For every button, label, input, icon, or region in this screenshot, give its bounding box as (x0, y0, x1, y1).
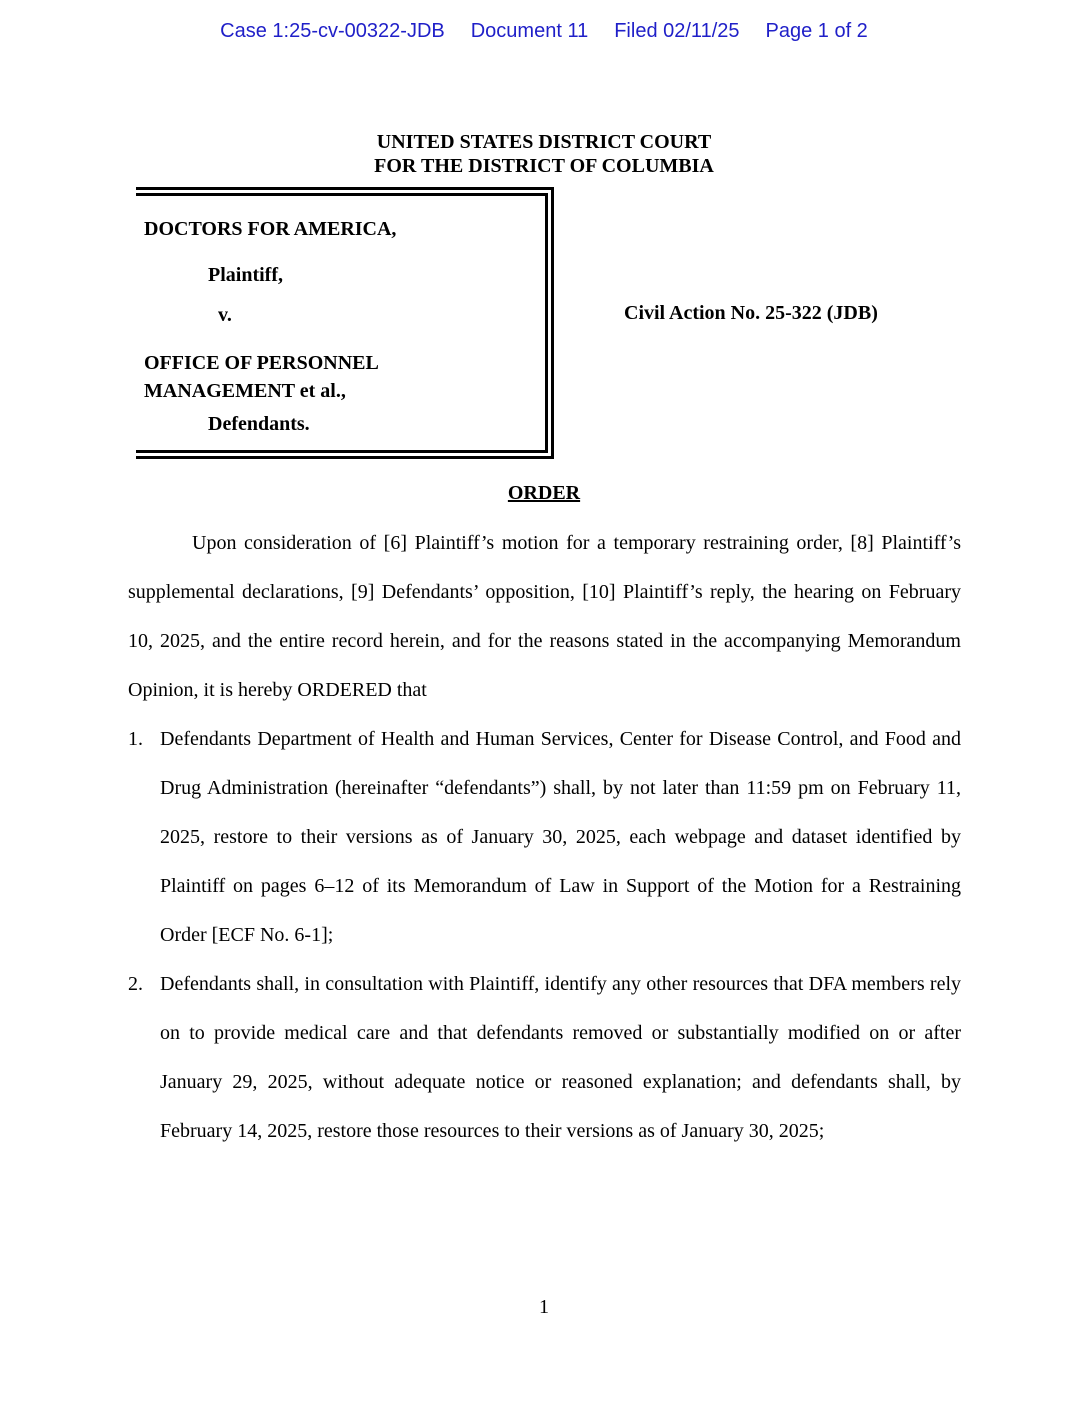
defendant-label: Defendants. (208, 413, 310, 435)
caption-border-bottom-inner (136, 450, 546, 453)
caption-border-right-outer (551, 187, 554, 459)
document-number: Document 11 (470, 20, 589, 42)
caption-border-top-inner (136, 193, 546, 196)
court-title (0, 130, 1088, 178)
caption-border-top-outer (136, 187, 554, 190)
case-number: Case 1:25-cv-00322-JDB (220, 20, 445, 42)
order-item (128, 960, 961, 1156)
order-item-number: 2. (128, 973, 143, 995)
caption-border-bottom-outer (136, 456, 554, 459)
versus: v. (218, 304, 232, 326)
order-intro-paragraph: Upon consideration of [6] Plaintiff’s motion for a temporary restraining order, [8] Plaintiff’s supplemental declarations, [9] Defendants’ opposition, [10] Plaintiff’s reply, the hearing on February 10, 2025, and the entire record herein, and for the reasons stated in the accompanying Memorandum Opinion, it is hereby ORDERED that (128, 532, 961, 701)
caption-border-right-inner (545, 193, 548, 453)
court-title-line-1: UNITED STATES DISTRICT COURT (376, 131, 712, 153)
ecf-header-stamp (0, 20, 1088, 43)
page-count: Page 1 of 2 (765, 20, 868, 42)
plaintiff-label: Plaintiff, (208, 264, 283, 286)
filed-date: Filed 02/11/25 (614, 20, 740, 42)
court-title-line-2: FOR THE DISTRICT OF COLUMBIA (374, 155, 714, 177)
page-number: 1 (539, 1296, 549, 1318)
order-item-text: Defendants Department of Health and Human Services, Center for Disease Control, and Food and Drug Administration (hereinafter “defendants”) shall, by not later than 11:59 pm on February 11, 2025, restore to their versions as of January 30, 2025, each webpage and dataset identified by Plaintiff on pages 6–12 of its Memorandum of Law in Support of the Motion for a Restraining Order [ECF No. 6-1]; (160, 728, 961, 946)
plaintiff-name: DOCTORS FOR AMERICA, (144, 218, 397, 240)
order-item-text: Defendants shall, in consultation with Plaintiff, identify any other resources that DFA members rely on to provide medical care and that defendants removed or substantially modified on or after January 29, 2025, without adequate notice or reasoned explanation; and defendants shall, by February 14, 2025, restore those resources to their versions as of January 30, 2025; (160, 973, 961, 1142)
order-title: ORDER (507, 482, 581, 504)
order-item-number: 1. (128, 728, 143, 750)
defendant-name-line-2: MANAGEMENT et al., (144, 380, 346, 402)
defendant-name-line-1: OFFICE OF PERSONNEL (144, 352, 379, 374)
order-item (128, 715, 961, 960)
civil-action-number: Civil Action No. 25-322 (JDB) (624, 302, 878, 324)
